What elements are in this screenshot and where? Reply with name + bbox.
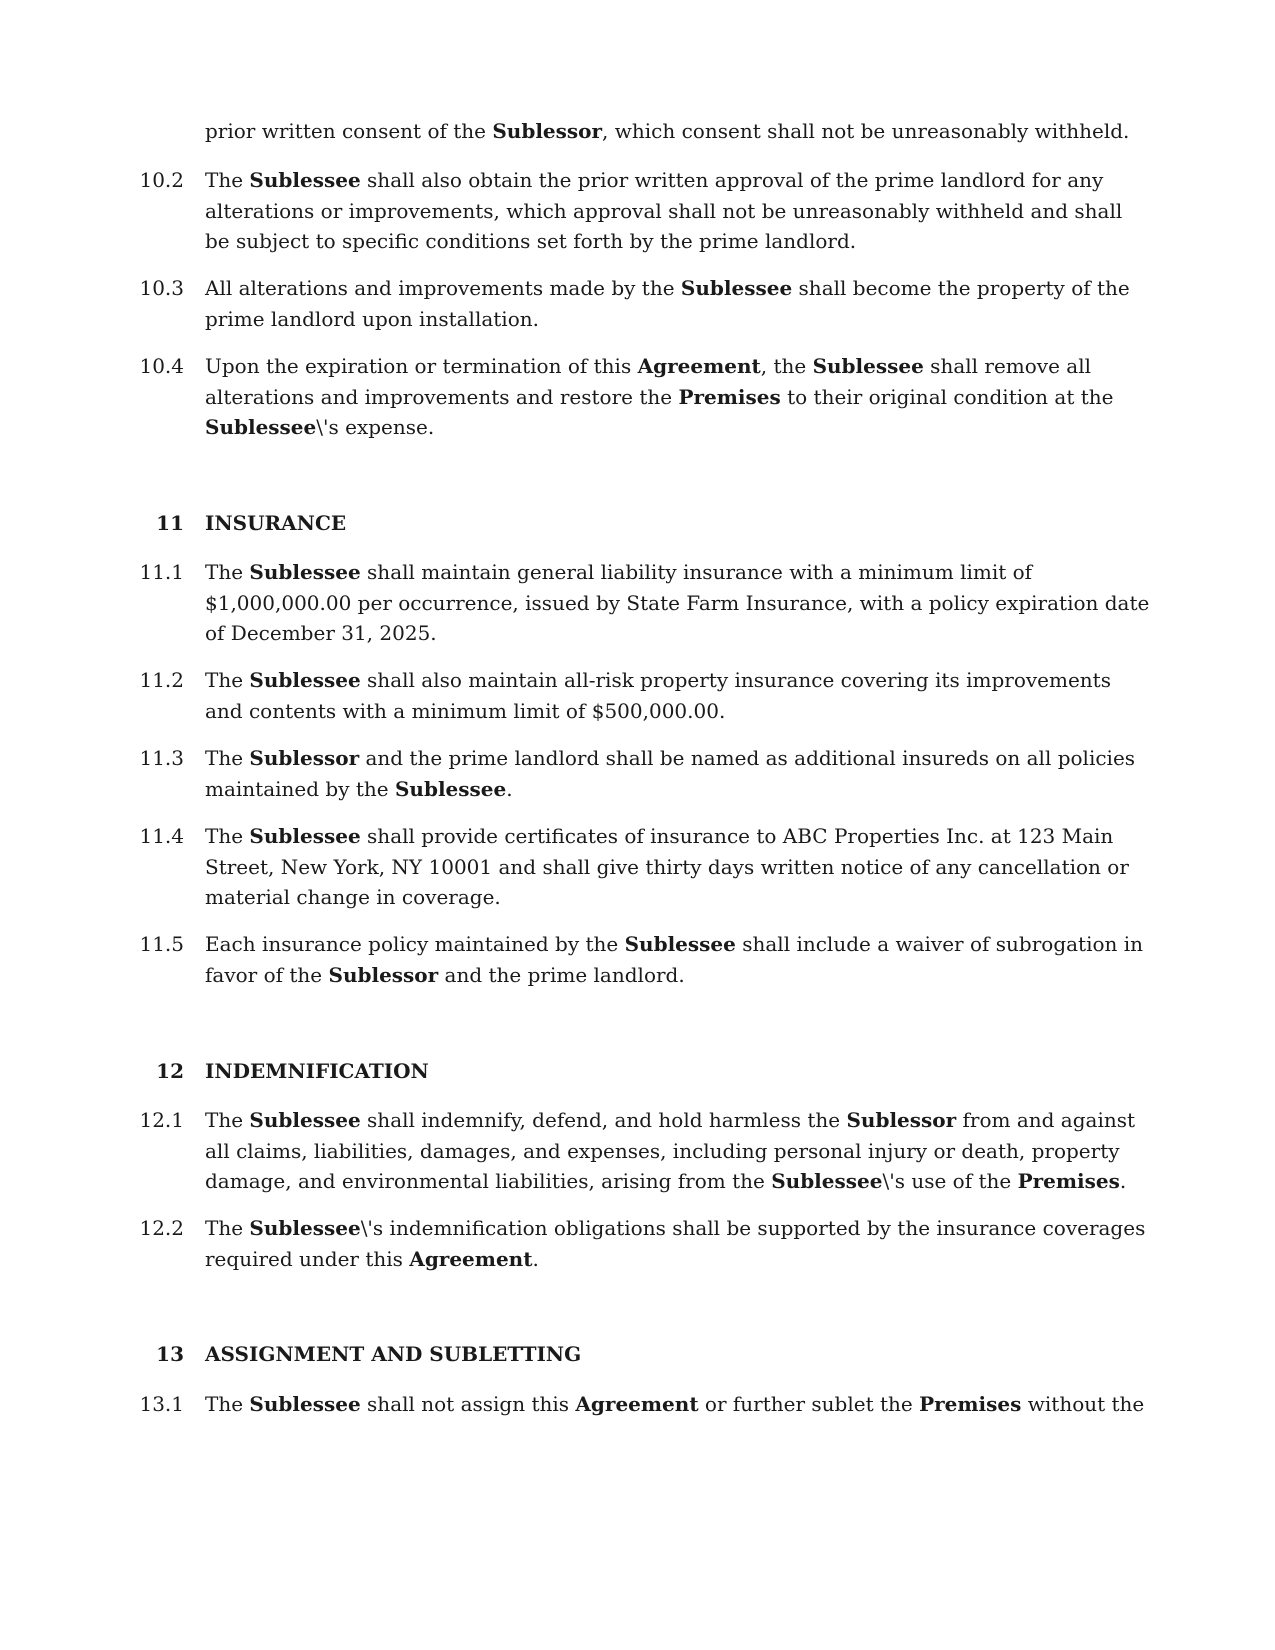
section-title: INDEMNIFICATION <box>205 1059 429 1083</box>
defined-term: Sublessor <box>328 962 439 987</box>
clause-number: 12.2 <box>139 1216 184 1240</box>
clause-number: 13.1 <box>139 1392 184 1416</box>
defined-term: Sublessee <box>771 1169 883 1193</box>
clause-text: All alterations and improvements made by the Sublessee shall become the property of the prime landlord upon installation. <box>205 276 1130 331</box>
clause-number: 11.1 <box>139 560 184 584</box>
defined-term: Sublessee <box>249 1216 361 1240</box>
defined-term: Premises <box>1017 1169 1120 1193</box>
clause-text: The Sublessee shall not assign this Agreement or further sublet the Premises without the <box>205 1392 1145 1416</box>
defined-term: Sublessee <box>249 168 361 192</box>
section-number: 11 <box>156 511 184 535</box>
clause-text: Upon the expiration or termination of this Agreement, the Sublessee shall remove all alterations and improvements and restore the Premises to their original condition at the Sublessee\'s expense. <box>205 354 1114 439</box>
clause-number: 10.2 <box>139 168 184 192</box>
clause-number: 11.5 <box>139 932 184 956</box>
defined-term: Sublessee <box>624 932 736 956</box>
clause-text: The Sublessor and the prime landlord shall be named as additional insureds on all policies maintained by the Sublessee. <box>205 746 1136 801</box>
clause-text: Each insurance policy maintained by the Sublessee shall include a waiver of subrogation in favor of the Sublessor and the prime landlord. <box>205 932 1144 987</box>
clause-text: The Sublessee shall also maintain all-risk property insurance covering its improvements and contents with a minimum limit of $500,000.00. <box>205 668 1111 723</box>
defined-term: Agreement <box>637 354 761 378</box>
clause-number: 11.4 <box>139 824 184 848</box>
defined-term: Sublessee <box>249 1108 361 1132</box>
defined-term: Premises <box>678 384 781 409</box>
clause-number: 10.3 <box>139 276 184 300</box>
defined-term: Sublessee <box>249 1392 361 1416</box>
clause-number: 11.3 <box>139 746 184 770</box>
clause-number: 10.4 <box>139 354 184 378</box>
defined-term: Sublessee <box>249 668 361 692</box>
defined-term: Agreement <box>575 1392 699 1416</box>
clause-number: 11.2 <box>139 668 184 692</box>
clause-text: The Sublessee shall also obtain the prior written approval of the prime landlord for any alterations or improvements, which approval shall not be unreasonably withheld and shall be subject to specific conditions set forth by the prime landlord. <box>205 168 1123 253</box>
clause-number: 12.1 <box>139 1108 184 1132</box>
defined-term: Agreement <box>409 1246 533 1271</box>
clause-text: The Sublessee shall maintain general liability insurance with a minimum limit of $1,000,000.00 per occurrence, issued by State Farm Insurance, with a policy expiration date of December 31, 2025. <box>205 560 1150 645</box>
defined-term: Premises <box>919 1392 1022 1416</box>
section-title: ASSIGNMENT AND SUBLETTING <box>205 1342 582 1366</box>
section-number: 13 <box>156 1342 184 1366</box>
defined-term: Sublessee <box>680 276 793 300</box>
clause-text: The Sublessee shall provide certificates of insurance to ABC Properties Inc. at 123 Main Street, New York, NY 10001 and shall give thirty days written notice of any cancellation or material change in coverage. <box>205 824 1129 909</box>
defined-term: Sublessee <box>249 824 361 848</box>
defined-term: Sublessee <box>812 354 924 378</box>
clause-text: The Sublessee\'s indemnification obligations shall be supported by the insurance coverages required under this Agreement. <box>205 1216 1146 1271</box>
clause-text: The Sublessee shall indemnify, defend, and hold harmless the Sublessor from and against all claims, liabilities, damages, and expenses, including personal injury or death, property damage, and environmental liabilities, arising from the Sublessee\'s use of the Premises. <box>205 1108 1136 1193</box>
defined-term: Sublessee <box>205 415 317 439</box>
defined-term: Sublessor <box>249 746 360 770</box>
section-title: INSURANCE <box>205 511 347 535</box>
defined-term: Sublessor <box>492 119 603 143</box>
defined-term: Sublessee <box>394 776 507 801</box>
defined-term: Sublessor <box>846 1108 957 1132</box>
defined-term: Sublessee <box>249 560 361 584</box>
paragraph-text: prior written consent of the Sublessor, which consent shall not be unreasonably withheld. <box>205 119 1130 143</box>
section-number: 12 <box>156 1059 184 1083</box>
